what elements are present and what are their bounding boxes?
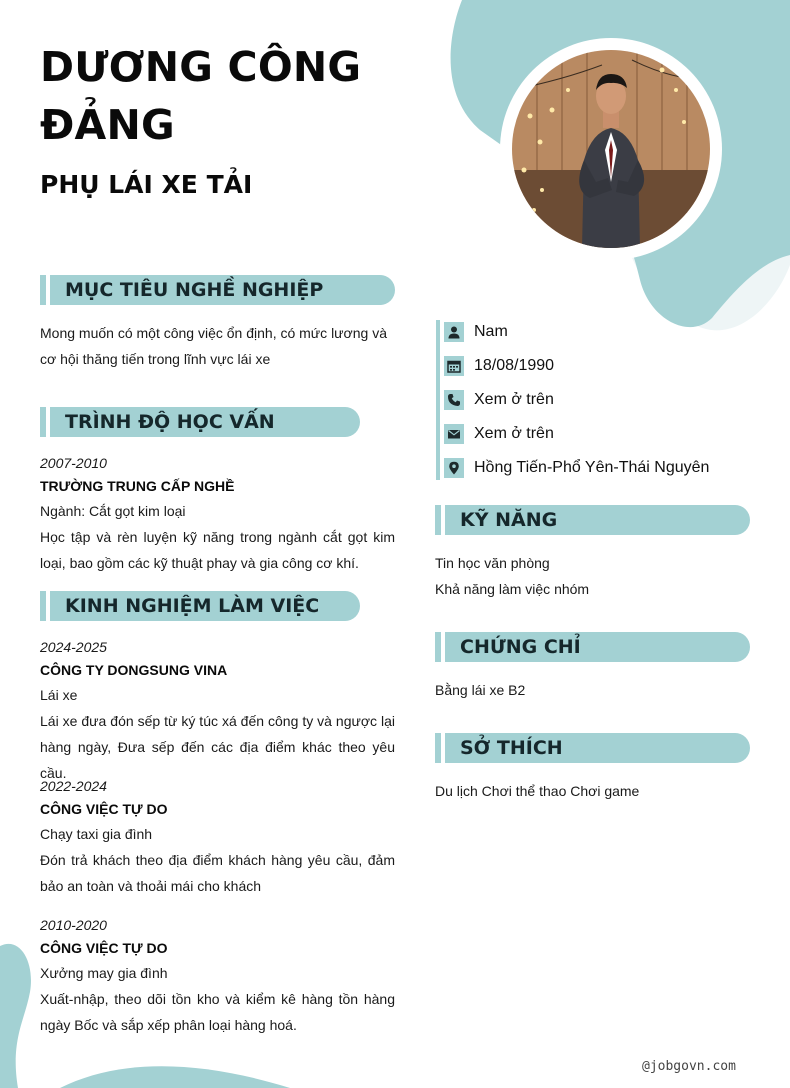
education-header xyxy=(40,407,360,437)
experience-position: Xưởng may gia đình xyxy=(40,965,168,981)
address-value: Hồng Tiến-Phổ Yên-Thái Nguyên xyxy=(474,459,710,476)
experience-period: 2010-2020 xyxy=(40,917,107,933)
experience-period: 2024-2025 xyxy=(40,639,107,655)
experience-period: 2022-2024 xyxy=(40,778,107,794)
location-pin-icon xyxy=(444,458,464,478)
hobbies-text: Du lịch Chơi thể thao Chơi game xyxy=(435,783,640,799)
education-heading: TRÌNH ĐỘ HỌC VẤN xyxy=(65,411,275,433)
experience-position: Lái xe xyxy=(40,687,78,703)
gender-value: Nam xyxy=(474,323,508,340)
objective-header xyxy=(40,275,395,305)
education-major: Ngành: Cắt gọt kim loại xyxy=(40,503,186,519)
calendar-icon xyxy=(444,356,464,376)
person-icon xyxy=(444,322,464,342)
job-title: PHỤ LÁI XE TẢI xyxy=(40,170,253,199)
birthday-value: 18/08/1990 xyxy=(474,357,555,374)
candidate-name: DƯƠNG CÔNG ĐẢNG xyxy=(40,43,362,149)
experience-description: Xuất-nhập, theo dõi tồn kho và kiểm kê hàng tồn hàng ngày Bốc và sắp xếp phân loại hàng hoá. xyxy=(40,991,395,1033)
avatar xyxy=(512,50,710,248)
phone-icon xyxy=(444,390,464,410)
objective-text: Mong muốn có một công việc ổn định, có mức lương và cơ hội thăng tiến trong lĩnh vực lái xe xyxy=(40,325,387,367)
watermark: @jobgovn.com xyxy=(642,1059,736,1074)
email-icon xyxy=(444,424,464,444)
certificates-header xyxy=(435,632,750,662)
experience-position: Chạy taxi gia đình xyxy=(40,826,153,842)
portrait-photo xyxy=(512,50,710,248)
skills-header xyxy=(435,505,750,535)
skills-heading: KỸ NĂNG xyxy=(460,509,558,531)
hobbies-heading: SỞ THÍCH xyxy=(460,737,563,759)
experience-header xyxy=(40,591,360,621)
certificate-item: Bằng lái xe B2 xyxy=(435,682,526,698)
education-period: 2007-2010 xyxy=(40,455,107,471)
certificates-heading: CHỨNG CHỈ xyxy=(460,636,581,658)
phone-value: Xem ở trên xyxy=(474,391,554,408)
experience-company: CÔNG VIỆC TỰ DO xyxy=(40,940,168,956)
contact-divider xyxy=(436,320,440,480)
skill-item: Khả năng làm việc nhóm xyxy=(435,581,590,597)
skill-item: Tin học văn phòng xyxy=(435,555,550,571)
education-school: TRƯỜNG TRUNG CẤP NGHỀ xyxy=(40,478,235,494)
objective-heading: MỤC TIÊU NGHỀ NGHIỆP xyxy=(65,279,324,301)
experience-description: Đón trả khách theo địa điểm khách hàng yêu cầu, đảm bảo an toàn và thoải mái cho khách xyxy=(40,852,395,894)
experience-company: CÔNG TY DONGSUNG VINA xyxy=(40,662,228,678)
email-value: Xem ở trên xyxy=(474,425,554,442)
experience-heading: KINH NGHIỆM LÀM VIỆC xyxy=(65,595,320,617)
education-description: Học tập và rèn luyện kỹ năng trong ngành cắt gọt kim loại, bao gồm các kỹ thuật phay và gia công cơ khí. xyxy=(40,529,395,571)
experience-description: Lái xe đưa đón sếp từ ký túc xá đến công ty và ngược lại hàng ngày, Đưa sếp đến các địa điểm khác theo yêu cầu. xyxy=(40,713,395,781)
hobbies-header xyxy=(435,733,750,763)
avatar-frame xyxy=(500,38,722,260)
experience-company: CÔNG VIỆC TỰ DO xyxy=(40,801,168,817)
